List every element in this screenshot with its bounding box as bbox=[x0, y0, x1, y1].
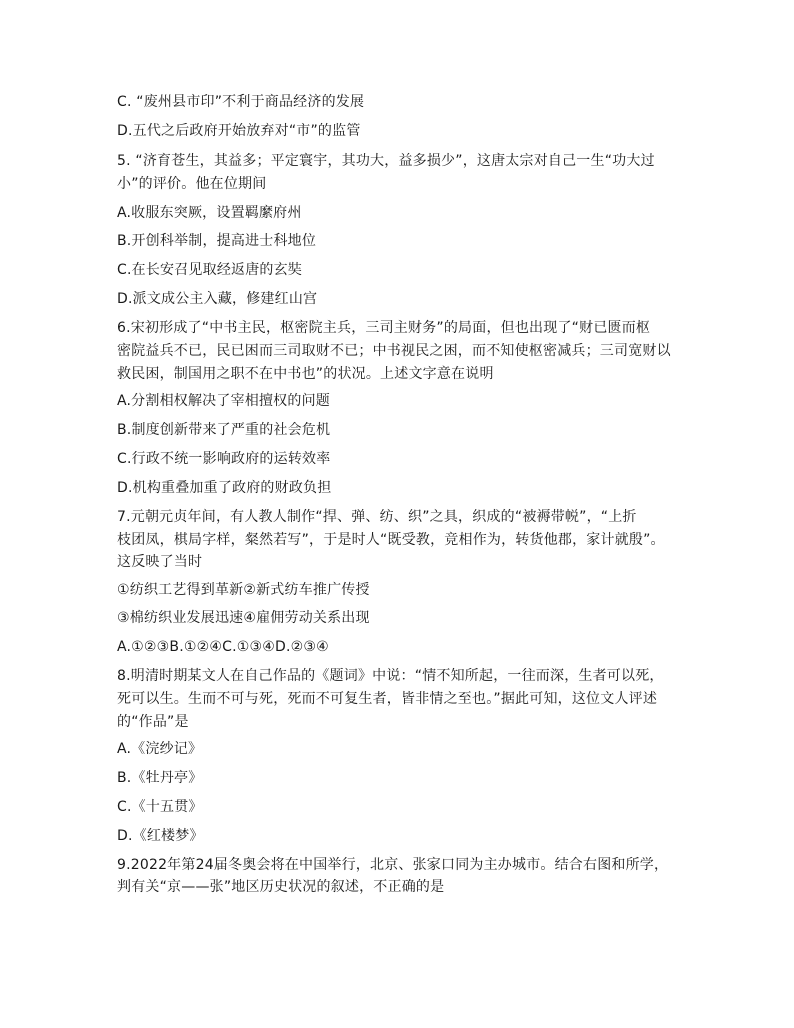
question-8-line-3: 的“作品”是 bbox=[117, 714, 189, 730]
option-a-q5: A.收服东突厥，设置羁縻府州 bbox=[117, 205, 302, 221]
option-d-q4: D.五代之后政府开始放弃对“市”的监管 bbox=[117, 123, 361, 139]
option-a-q6: A.分割相权解决了宰相擅权的问题 bbox=[117, 393, 330, 409]
option-d-q8: D.《红楼梦》 bbox=[117, 828, 204, 844]
question-5-line-1: 5. “济育苍生，其益多；平定寰宇，其功大，益多损少”，这唐太宗对自己一生“功大过 bbox=[117, 153, 655, 169]
option-b-q5: B.开创科举制，提高进士科地位 bbox=[117, 233, 317, 249]
option-c-q4: C. “废州县市印”不利于商品经济的发展 bbox=[117, 94, 365, 110]
option-c-q8: C.《十五贯》 bbox=[117, 799, 203, 815]
statements-q7-line-1: ①纺织工艺得到革新②新式纺车推广传授 bbox=[117, 582, 370, 598]
question-8-line-2: 死可以生。生而不可与死，死而不可复生者，皆非情之至也。”据此可知，这位文人评述 bbox=[117, 691, 658, 707]
question-7-line-3: 这反映了当时 bbox=[117, 554, 203, 570]
question-7-line-1: 7.元朝元贞年间，有人教人制作“捍、弹、纺、织”之具，织成的“被褥带帨”，“上折 bbox=[117, 509, 637, 525]
question-6-line-3: 救民困，制国用之职不在中书也”的状况。上述文字意在说明 bbox=[117, 366, 494, 382]
question-9-line-1: 9.2022年第24届冬奥会将在中国举行，北京、张家口同为主办城市。结合右图和所学， bbox=[117, 857, 669, 873]
option-d-q6: D.机构重叠加重了政府的财政负担 bbox=[117, 480, 332, 496]
statements-q7-line-2: ③棉纺织业发展迅速④雇佣劳动关系出现 bbox=[117, 610, 370, 626]
question-9-line-2: 判有关“京——张”地区历史状况的叙述，不正确的是 bbox=[117, 879, 445, 895]
option-d-q5: D.派文成公主入藏，修建红山宫 bbox=[117, 291, 318, 307]
option-b-q8: B.《牡丹亭》 bbox=[117, 770, 203, 786]
question-6-line-1: 6.宋初形成了“中书主民，枢密院主兵，三司主财务”的局面，但也出现了“财已匮而枢 bbox=[117, 320, 651, 336]
options-q7: A.①②③B.①②④C.①③④D.②③④ bbox=[117, 639, 329, 655]
option-b-q6: B.制度创新带来了严重的社会危机 bbox=[117, 422, 331, 438]
question-6-line-2: 密院益兵不已，民已困而三司取财不已；中书视民之困，而不知使枢密减兵；三司宽财以 bbox=[117, 343, 671, 359]
question-5-line-2: 小”的评价。他在位期间 bbox=[117, 176, 267, 192]
option-c-q6: C.行政不统一影响政府的运转效率 bbox=[117, 451, 331, 467]
question-7-line-2: 枝团凤，棋局字样，粲然若写”，于是时人“既受教，竞相作为，转货他郡，家计就殷”。 bbox=[117, 532, 665, 548]
option-c-q5: C.在长安召见取经返唐的玄奘 bbox=[117, 262, 303, 278]
question-8-line-1: 8.明清时期某文人在自己作品的《题词》中说：“情不知所起，一往而深，生者可以死， bbox=[117, 668, 664, 684]
option-a-q8: A.《浣纱记》 bbox=[117, 741, 203, 757]
